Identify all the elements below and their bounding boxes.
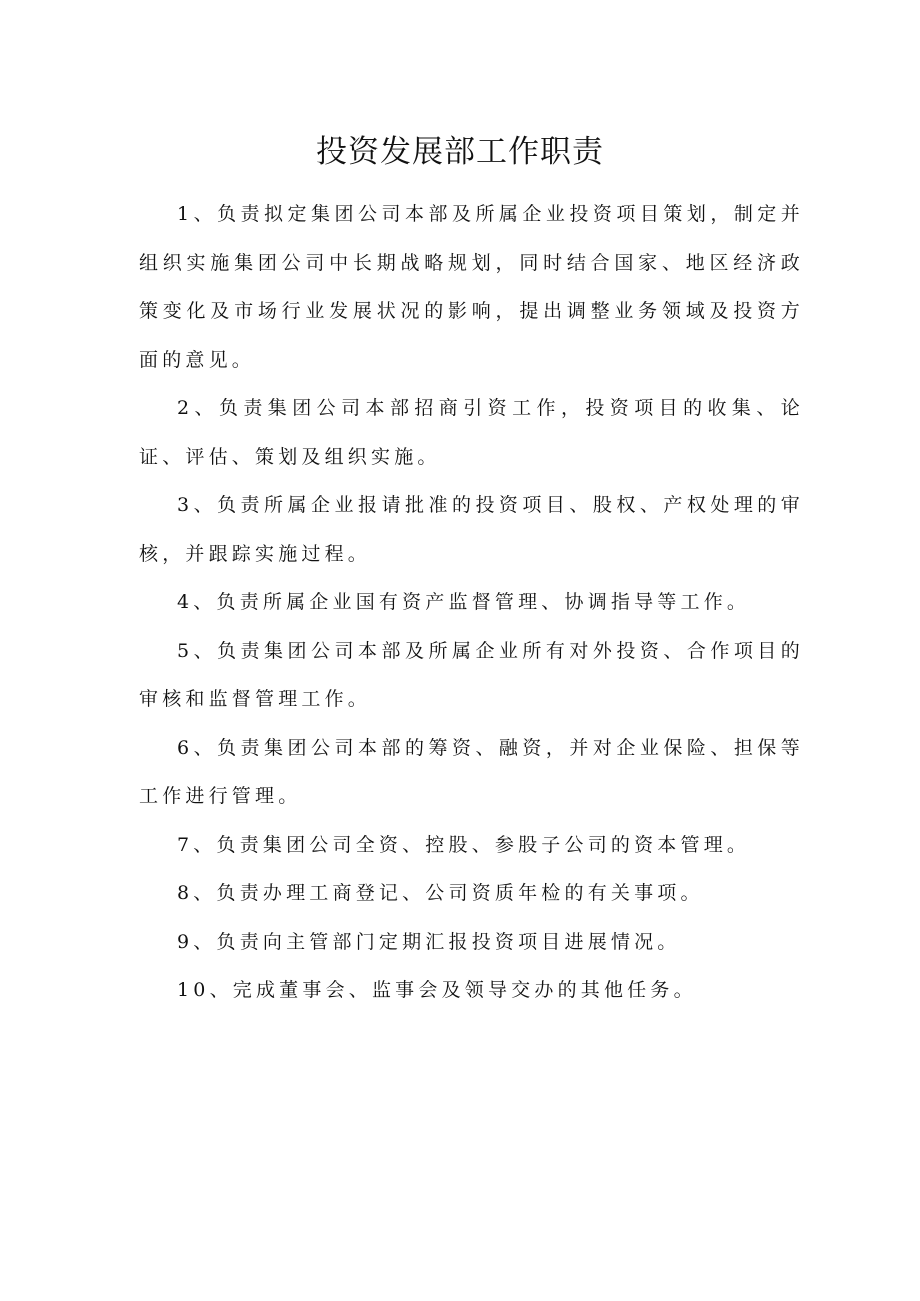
duty-paragraph-5: 5、负责集团公司本部及所属企业所有对外投资、合作项目的审核和监督管理工作。	[139, 639, 804, 710]
duties-list	[139, 190, 804, 1015]
page-title: 投资发展部工作职责	[316, 134, 604, 170]
duty-paragraph-2: 2、负责集团公司本部招商引资工作，投资项目的收集、论证、评估、策划及组织实施。	[139, 397, 804, 468]
duty-paragraph-4: 4、负责所属企业国有资产监督管理、协调指导等工作。	[177, 591, 751, 613]
duty-paragraph-10: 10、完成董事会、监事会及领导交办的其他任务。	[177, 979, 697, 1001]
duty-paragraph-7: 7、负责集团公司全资、控股、参股子公司的资本管理。	[177, 833, 751, 856]
duty-paragraph-9: 9、负责向主管部门定期汇报投资项目进展情况。	[177, 930, 681, 953]
duty-paragraph-1: 1、负责拟定集团公司本部及所属企业投资项目策划，制定并组织实施集团公司中长期战略规划，同时结合国家、地区经济政策变化及市场行业发展状况的影响，提出调整业务领域及投资方面的意见。	[139, 203, 804, 371]
duty-paragraph-8: 8、负责办理工商登记、公司资质年检的有关事项。	[177, 882, 704, 904]
duty-paragraph-3: 3、负责所属企业报请批准的投资项目、股权、产权处理的审核，并跟踪实施过程。	[139, 494, 804, 565]
duty-paragraph-6: 6、负责集团公司本部的筹资、融资，并对企业保险、担保等工作进行管理。	[139, 736, 804, 807]
